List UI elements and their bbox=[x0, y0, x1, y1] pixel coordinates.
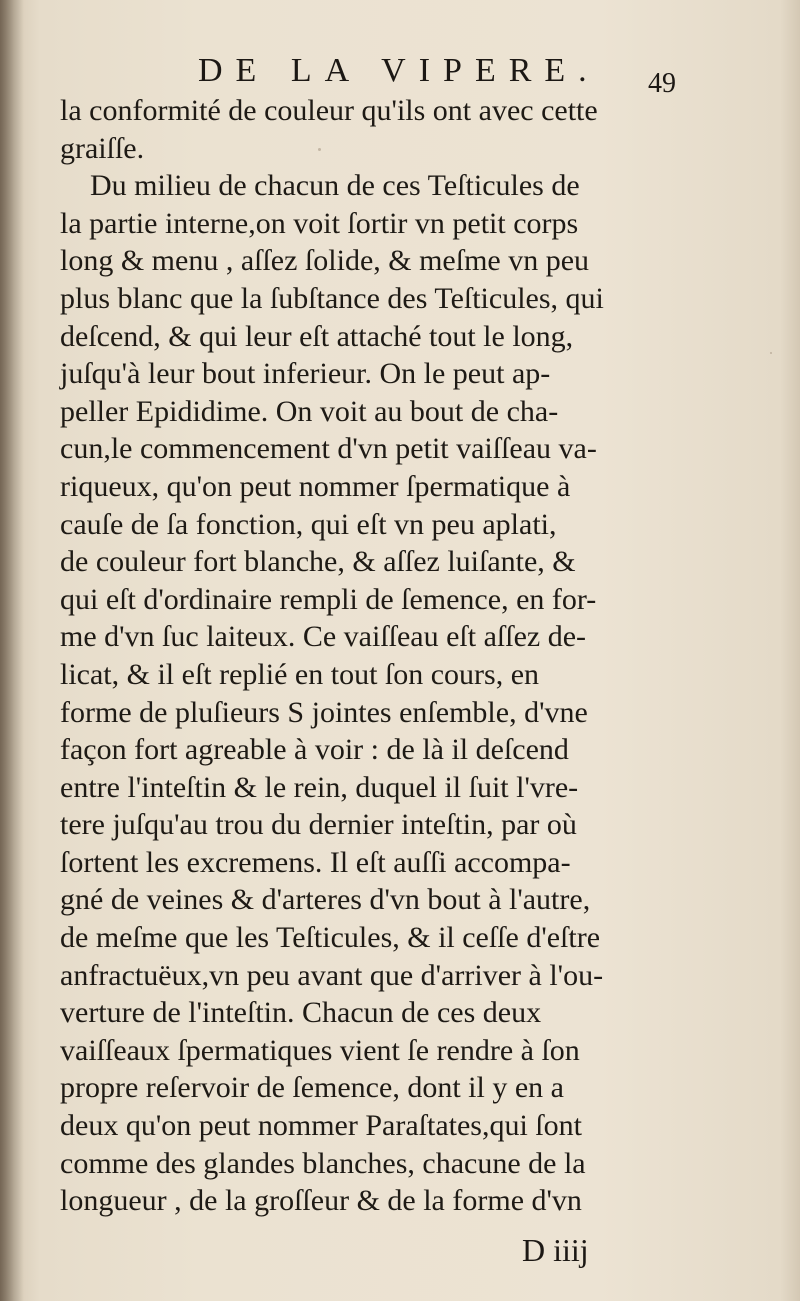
paper-speck bbox=[770, 352, 772, 354]
signature-mark: D iiij bbox=[522, 1232, 589, 1268]
text-line: licat, & il eſt replié en tout ſon cours, en bbox=[60, 657, 540, 691]
text-line: juſqu'à leur bout inferieur. On le peut ap- bbox=[60, 357, 551, 391]
text-line: anfractuëux,vn peu avant que d'arriver à l'ou- bbox=[60, 958, 604, 992]
running-head-title: DE LA VIPERE. bbox=[198, 52, 600, 89]
text-line: peller Epididime. On voit au bout de cha- bbox=[60, 394, 559, 428]
text-line: me d'vn ſuc laiteux. Ce vaiſſeau eſt aſſez de- bbox=[60, 620, 587, 654]
text-line: la conformité de couleur qu'ils ont avec cette bbox=[60, 94, 598, 127]
text-line: façon fort agreable à voir : de là il deſcend bbox=[60, 733, 569, 767]
text-line: riqueux, qu'on peut nommer ſpermatique à bbox=[60, 469, 571, 503]
text-line: long & menu , aſſez ſolide, & meſme vn peu bbox=[60, 244, 590, 278]
text-line: plus blanc que la ſubſtance des Teſticules, qui bbox=[60, 281, 604, 315]
text-line: deſcend, & qui leur eſt attaché tout le long, bbox=[60, 319, 574, 353]
text-line: deux qu'on peut nommer Paraſtates,qui ſont bbox=[60, 1109, 582, 1143]
text-line: propre reſervoir de ſemence, dont il y en a bbox=[60, 1071, 564, 1105]
page-number: 49 bbox=[648, 68, 676, 99]
text-line: tere juſqu'au trou du dernier inteſtin, par où bbox=[60, 808, 577, 842]
text-line: vaiſſeaux ſpermatiques vient ſe rendre à ſon bbox=[60, 1033, 580, 1067]
text-line: cun,le commencement d'vn petit vaiſſeau va- bbox=[60, 432, 597, 466]
text-line: de meſme que les Teſticules, & il ceſſe d'eſtre bbox=[60, 921, 601, 955]
text-line: de couleur fort blanche, & aſſez luiſante, & bbox=[60, 545, 576, 579]
text-line: entre l'inteſtin & le rein, duquel il ſuit l'vre- bbox=[60, 770, 579, 804]
text-line: graiſſe. bbox=[60, 131, 145, 165]
text-line: Du milieu de chacun de ces Teſticules de bbox=[60, 169, 580, 203]
binding-gutter bbox=[0, 0, 24, 1301]
text-line: gné de veines & d'arteres d'vn bout à l'autre, bbox=[60, 883, 591, 917]
text-line: comme des glandes blanches, chacune de la bbox=[60, 1146, 586, 1180]
body-text bbox=[60, 92, 710, 1220]
text-line: longueur , de la groſſeur & de la forme d'vn bbox=[60, 1184, 582, 1218]
paper-speck bbox=[318, 148, 321, 151]
text-line: ſortent les excremens. Il eſt auſſi accompa- bbox=[60, 845, 571, 879]
paper-speck bbox=[262, 1208, 265, 1211]
text-line: la partie interne,on voit ſortir vn petit corps bbox=[60, 206, 579, 240]
text-line: verture de l'inteſtin. Chacun de ces deux bbox=[60, 996, 542, 1030]
text-line: forme de pluſieurs S jointes enſemble, d'vne bbox=[60, 695, 588, 729]
text-line: qui eſt d'ordinaire rempli de ſemence, en for- bbox=[60, 582, 597, 616]
text-line: cauſe de ſa fonction, qui eſt vn peu aplati, bbox=[60, 507, 557, 541]
